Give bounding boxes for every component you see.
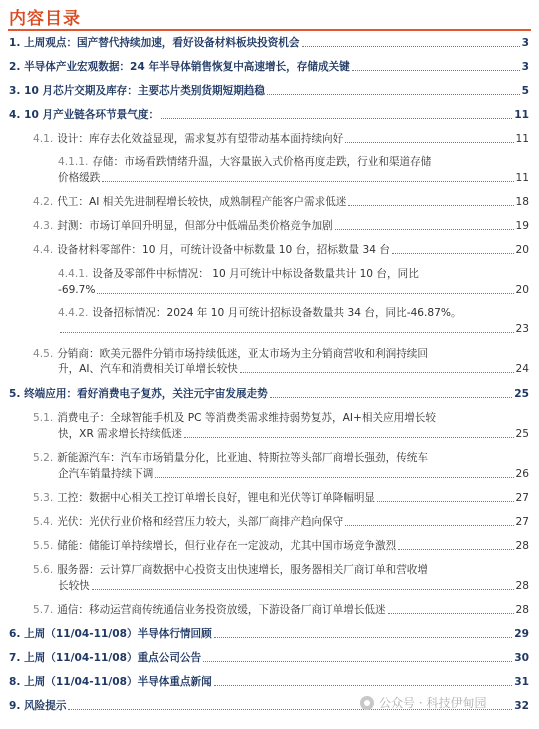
dot-leader — [240, 372, 514, 373]
toc-title: 内容目录 — [9, 9, 81, 29]
dot-leader — [214, 685, 513, 686]
toc-page-number: 19 — [515, 220, 529, 232]
section-number: 4.1. — [33, 133, 54, 145]
toc-entry-5-5[interactable] — [33, 540, 529, 553]
toc-page-number: 28 — [515, 604, 529, 616]
dot-leader — [348, 205, 513, 206]
title-divider — [8, 29, 531, 31]
toc-entry-text: 9. 风险提示 — [9, 700, 67, 712]
section-number: 5.2. — [33, 452, 54, 464]
dot-leader — [335, 229, 514, 230]
toc-entry-4-5-line1[interactable] — [33, 348, 529, 361]
toc-entry-text: 5. 终端应用：看好消费电子复苏，关注元宇宙发展走势 — [9, 388, 268, 400]
dot-leader — [267, 94, 520, 95]
toc-page-number: 26 — [515, 468, 529, 480]
dot-leader — [102, 181, 513, 182]
toc-entry-4-2[interactable] — [33, 196, 529, 209]
toc-entry-text: 设备招标情况：2024 年 10 月可统计招标设备数量共 34 台，同比-46.87%。 — [92, 307, 462, 319]
toc-entry-5-3[interactable] — [33, 492, 529, 505]
toc-entry-4-1[interactable] — [33, 133, 529, 146]
toc-entry-text: 设备材料零部件：10 月，可统计设备中标数量 10 台，招标数量 34 台 — [57, 244, 390, 256]
toc-entry-text: 设备及零部件中标情况： 10 月可统计中标设备数量共计 10 台，同比 — [92, 268, 419, 280]
dot-leader — [60, 332, 514, 333]
toc-entry-1[interactable] — [9, 37, 529, 50]
toc-page-number: 20 — [515, 244, 529, 256]
toc-page-number: 29 — [514, 628, 529, 640]
toc-entry-text: 快，XR 需求增长持续低迷 — [58, 428, 182, 440]
toc-entry-text: 消费电子：全球智能手机及 PC 等消费类需求维持弱势复苏，AI+相关应用增长较 — [57, 412, 436, 424]
dot-leader — [184, 437, 514, 438]
dot-leader — [345, 525, 513, 526]
toc-page-number: 3 — [521, 61, 529, 73]
toc-page-number: 11 — [515, 172, 529, 184]
toc-page-number: 28 — [515, 580, 529, 592]
section-number: 4.1.1. — [58, 156, 89, 168]
toc-entry-4-1-1-line1[interactable] — [58, 156, 529, 169]
dot-leader — [345, 142, 513, 143]
section-number: 5.4. — [33, 516, 54, 528]
toc-entry-text: 价格缓跌 — [58, 172, 101, 184]
toc-entry-text: -69.7% — [58, 284, 96, 296]
toc-entry-text: 分销商：欧美元器件分销市场持续低迷，亚太市场为主分销商营收和利润持续回 — [57, 348, 428, 360]
toc-entry-4[interactable] — [9, 109, 529, 122]
dot-leader — [270, 397, 513, 398]
section-number: 4.5. — [33, 348, 54, 360]
toc-entry-5-6-line1[interactable] — [33, 564, 529, 577]
toc-entry-4-4-1-line1[interactable] — [58, 268, 529, 281]
toc-entry-text: 存储：市场看跌情绪升温，大容量嵌入式价格再度走跌，行业和渠道存储 — [92, 156, 432, 168]
toc-page-number: 20 — [515, 284, 529, 296]
toc-entry-text: 4. 10 月产业链各环节景气度： — [9, 109, 160, 121]
toc-entry-text: 储能：储能订单持续增长，但行业存在一定波动，尤其中国市场竞争激烈 — [57, 540, 397, 552]
toc-entry-text: 工控：数据中心相关工控订单增长良好，锂电和光伏等订单降幅明显 — [57, 492, 376, 504]
toc-page-number: 5 — [521, 85, 529, 97]
watermark — [360, 694, 486, 711]
toc-page-number: 28 — [515, 540, 529, 552]
section-number: 5.1. — [33, 412, 54, 424]
toc-entry-5-1-line2[interactable] — [58, 428, 529, 441]
toc-page-number: 3 — [521, 37, 529, 49]
toc-entry-8[interactable] — [9, 676, 529, 689]
section-number: 4.2. — [33, 196, 54, 208]
dot-leader — [92, 589, 514, 590]
toc-entry-5-2-line2[interactable] — [58, 468, 529, 481]
section-number: 5.3. — [33, 492, 54, 504]
toc-entry-4-4-1-line2[interactable] — [58, 284, 529, 297]
toc-entry-text: 服务器：云计算厂商数据中心投资支出快速增长，服务器相关厂商订单和营收增 — [57, 564, 428, 576]
toc-entry-text: 1. 上周观点：国产替代持续加速，看好设备材料板块投资机会 — [9, 37, 300, 49]
toc-page-number: 25 — [514, 388, 529, 400]
section-number: 4.4.2. — [58, 307, 89, 319]
toc-entry-text: 3. 10 月芯片交期及库存：主要芯片类别货期短期趋稳 — [9, 85, 265, 97]
toc-entry-5-6-line2[interactable] — [58, 580, 529, 593]
toc-entry-7[interactable] — [9, 652, 529, 665]
watermark-text: 公众号 · 科技伊甸园 — [379, 696, 487, 710]
section-number: 5.5. — [33, 540, 54, 552]
section-number: 5.7. — [33, 604, 54, 616]
dot-leader — [203, 661, 512, 662]
toc-entry-4-4-2-line1[interactable] — [58, 307, 529, 320]
toc-page-number: 23 — [515, 323, 529, 335]
dot-leader — [377, 501, 513, 502]
toc-entry-4-4-2-line2[interactable] — [58, 323, 529, 336]
toc-entry-4-1-1-line2[interactable] — [58, 172, 529, 185]
dot-leader — [398, 549, 513, 550]
toc-entry-3[interactable] — [9, 85, 529, 98]
toc-entry-text: 光伏：光伏行业价格和经营压力较大，头部厂商排产趋向保守 — [57, 516, 344, 528]
toc-page-number: 11 — [514, 109, 529, 121]
toc-entry-5-1-line1[interactable] — [33, 412, 529, 425]
toc-entry-text: 2. 半导体产业宏观数据：24 年半导体销售恢复中高速增长，存储成关键 — [9, 61, 350, 73]
toc-entry-4-4[interactable] — [33, 244, 529, 257]
toc-entry-6[interactable] — [9, 628, 529, 641]
dot-leader — [97, 293, 513, 294]
dot-leader — [388, 613, 514, 614]
toc-entry-5-7[interactable] — [33, 604, 529, 617]
toc-entry-5-2-line1[interactable] — [33, 452, 529, 465]
toc-entry-text: 代工：AI 相关先进制程增长较快，成熟制程产能客户需求低迷 — [57, 196, 347, 208]
dot-leader — [155, 477, 513, 478]
toc-page-number: 30 — [514, 652, 529, 664]
toc-page-number: 32 — [514, 700, 529, 712]
toc-entry-text: 长较快 — [58, 580, 90, 592]
toc-entry-text: 封测：市场订单回升明显，但部分中低端品类价格竞争加剧 — [57, 220, 333, 232]
wechat-icon — [360, 696, 374, 710]
dot-leader — [214, 637, 513, 638]
toc-entry-2[interactable] — [9, 61, 529, 74]
toc-entry-5[interactable] — [9, 388, 529, 401]
toc-page-number: 18 — [515, 196, 529, 208]
dot-leader — [352, 70, 520, 71]
toc-page-number: 27 — [515, 492, 529, 504]
toc-entry-text: 7. 上周（11/04-11/08）重点公司公告 — [9, 652, 202, 664]
toc-entry-text: 通信：移动运营商传统通信业务投资放缓，下游设备厂商订单增长低迷 — [57, 604, 386, 616]
toc-entry-text: 6. 上周（11/04-11/08）半导体行情回顾 — [9, 628, 212, 640]
toc-entry-text: 企汽车销量持续下调 — [58, 468, 154, 480]
toc-entry-4-3[interactable] — [33, 220, 529, 233]
toc-page-number: 24 — [515, 363, 529, 375]
toc-entry-4-5-line2[interactable] — [58, 363, 529, 376]
toc-page-number: 31 — [514, 676, 529, 688]
toc-entry-text: 设计：库存去化效益显现，需求复苏有望带动基本面持续向好 — [57, 133, 344, 145]
dot-leader — [302, 46, 520, 47]
toc-entry-5-4[interactable] — [33, 516, 529, 529]
section-number: 4.4. — [33, 244, 54, 256]
section-number: 4.4.1. — [58, 268, 89, 280]
toc-page-number: 27 — [515, 516, 529, 528]
toc-page-number: 25 — [515, 428, 529, 440]
section-number: 4.3. — [33, 220, 54, 232]
toc-entry-text: 新能源汽车：汽车市场销量分化，比亚迪、特斯拉等头部厂商增长强劲，传统车 — [57, 452, 428, 464]
toc-page-number: 11 — [515, 133, 529, 145]
dot-leader — [161, 118, 512, 119]
toc-entry-text: 8. 上周（11/04-11/08）半导体重点新闻 — [9, 676, 212, 688]
toc-entry-text: 升，AI、汽车和消费相关订单增长较快 — [58, 363, 238, 375]
section-number: 5.6. — [33, 564, 54, 576]
dot-leader — [392, 253, 514, 254]
